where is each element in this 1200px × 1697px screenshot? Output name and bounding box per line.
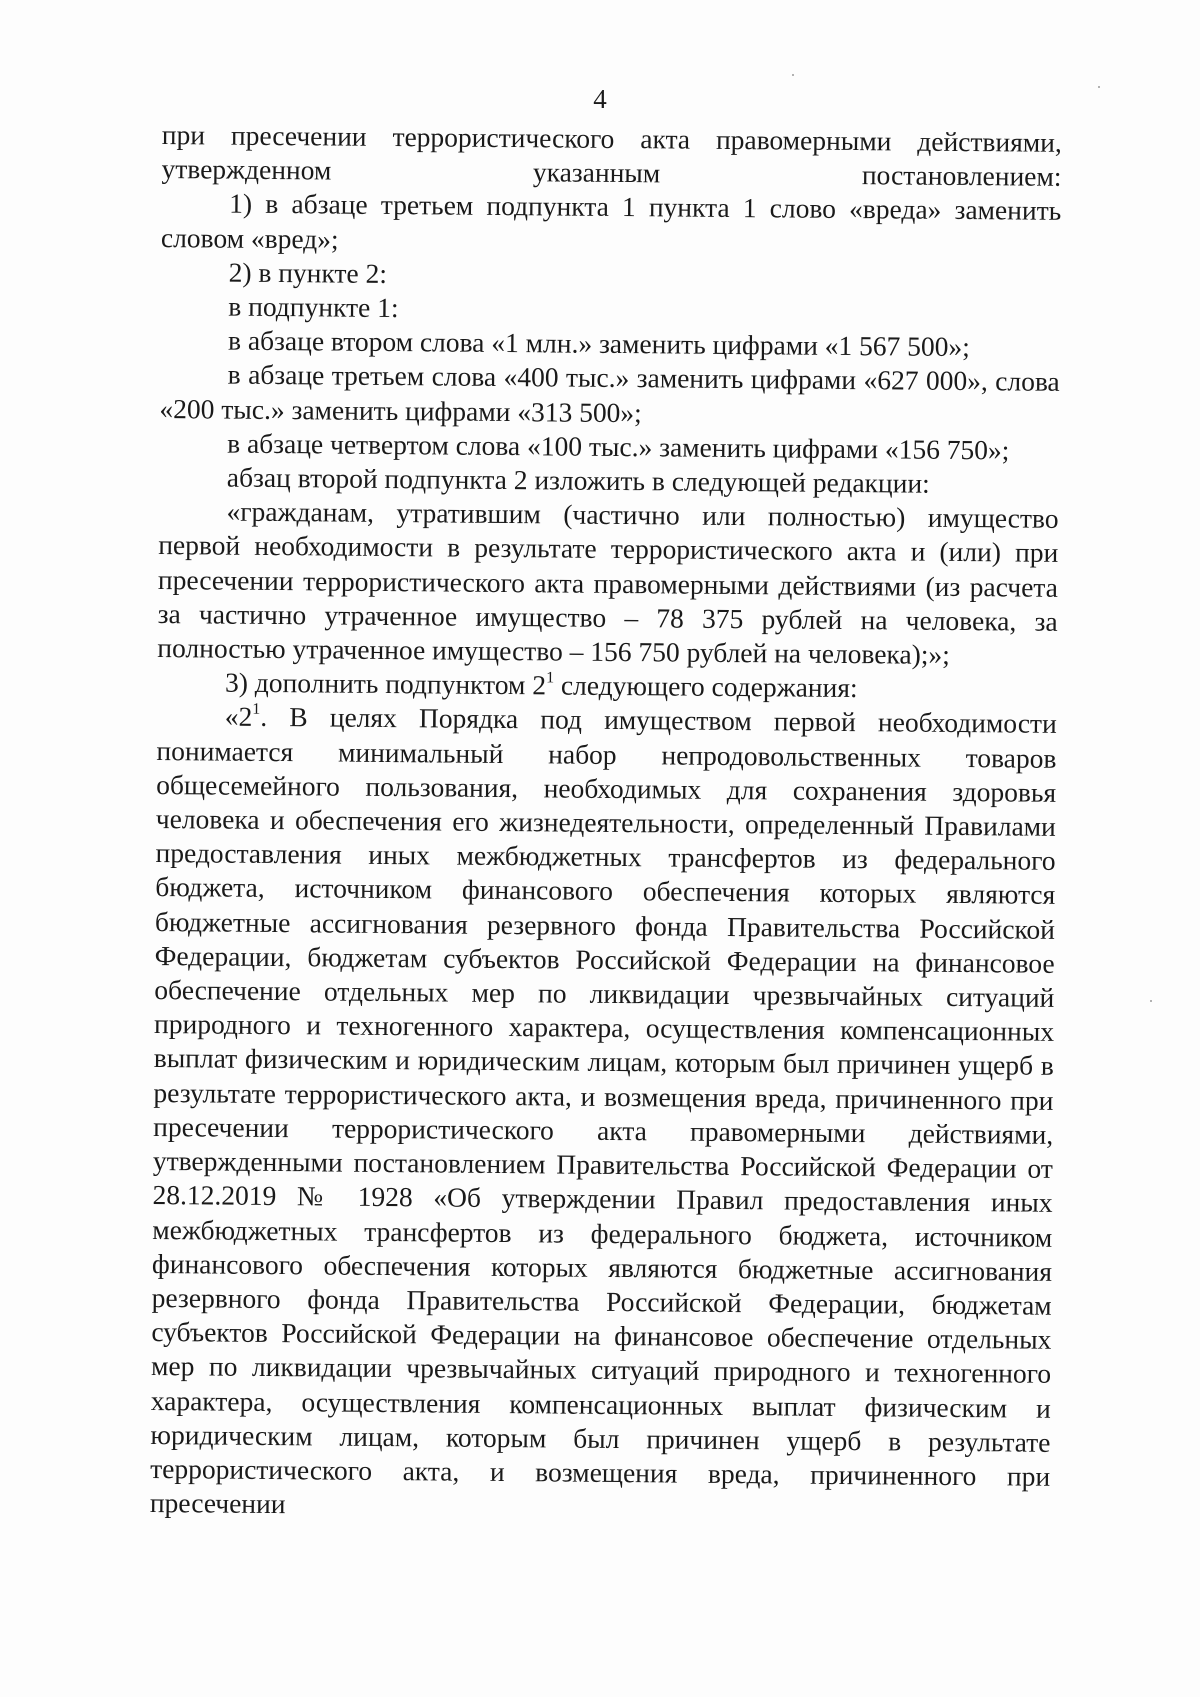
scan-speck	[1150, 1000, 1152, 1002]
paragraph-continuation: при пресечении террористического акта правомерными действиями, утвержденном указанным постановлением:	[161, 118, 1062, 193]
paragraph-second-clause: в абзаце втором слова «1 млн.» заменить цифрами «1 567 500»;	[227, 324, 971, 363]
paragraph-third-clause: в абзаце третьем слова «400 тыс.» заменить цифрами «627 000», слова «200 тыс.» заменить цифрами «313 500»;	[159, 359, 1060, 428]
paragraph-item-3-text-end: следующего содержания:	[553, 669, 858, 704]
scan-speck	[792, 74, 794, 76]
paragraph-subitem-2-1	[150, 699, 1057, 1528]
document-body	[150, 118, 1062, 1528]
paragraph-item-2: 2) в пункте 2:	[228, 256, 388, 289]
page-number: 4	[593, 84, 607, 114]
superscript: 1	[252, 701, 261, 719]
paragraph-subitem-1: в подпункте 1:	[228, 290, 399, 324]
paragraph-item-3-text: 3) дополнить подпунктом 2	[224, 666, 547, 701]
paragraph-item-1: 1) в абзаце третьем подпункта 1 пункта 1 слово «вреда» заменить словом «вред»;	[160, 187, 1062, 255]
paragraph-subitem-2-intro: абзац второй подпункта 2 изложить в следующей редакции:	[226, 461, 930, 499]
paragraph-fourth-clause: в абзаце четвертом слова «100 тыс.» заменить цифрами «156 750»;	[227, 427, 1010, 466]
superscript: 1	[546, 669, 555, 687]
paragraph-subitem-2-1-start: «2	[224, 701, 253, 733]
paragraph-subitem-2-1-text: . В целях Порядка под имуществом первой необходимости понимается минимальный набор непродовольственных товаров общесемейного пользования, необходимых для сохранения здоровья человека и обеспечения его жизнедеятельности, определенный Правилами предоставления иных межбюджетных трансфертов из федерального бюджета, источником финансового обеспечения которых являются бюджетные ассигнования резервного фонда Правительства Российской Федерации, бюджетам субъектов Российской Федерации на финансовое обеспечение отдельных мер по ликвидации чрезвычайных ситуаций природного и техногенного характера, осуществления компенсационных выплат физическим и юридическим лицам, которым был причинен ущерб в результате террористического акта, и возмещения вреда, причиненного при пресечении террористического акта правомерными действиями, утвержденными постановлением Правительства Российской Федерации от 28.12.2019 № 1928 «Об утверждении Правил предоставления иных межбюджетных трансфертов из федерального бюджета, источником финансового обеспечения которых являются бюджетные ассигнования резервного фонда Правительства Российской Федерации, бюджетам субъектов Российской Федерации на финансовое обеспечение отдельных мер по ликвидации чрезвычайных ситуаций природного и техногенного характера, осуществления компенсационных выплат физическим и юридическим лицам, которым был причинен ущерб в результате террористического акта, и возмещения вреда, причиненного при пресечении	[149, 701, 1057, 1520]
paragraph-new-wording: «гражданам, утратившим (частично или полностью) имущество первой необходимости в результате террористического акта и (или) при пресечении террористического акта правомерными действиями (из расчета за частично утраченное имущество – 78 375 рублей на человека, за полностью утраченное имущество – 156 750 рублей на человека);»;	[157, 495, 1059, 670]
